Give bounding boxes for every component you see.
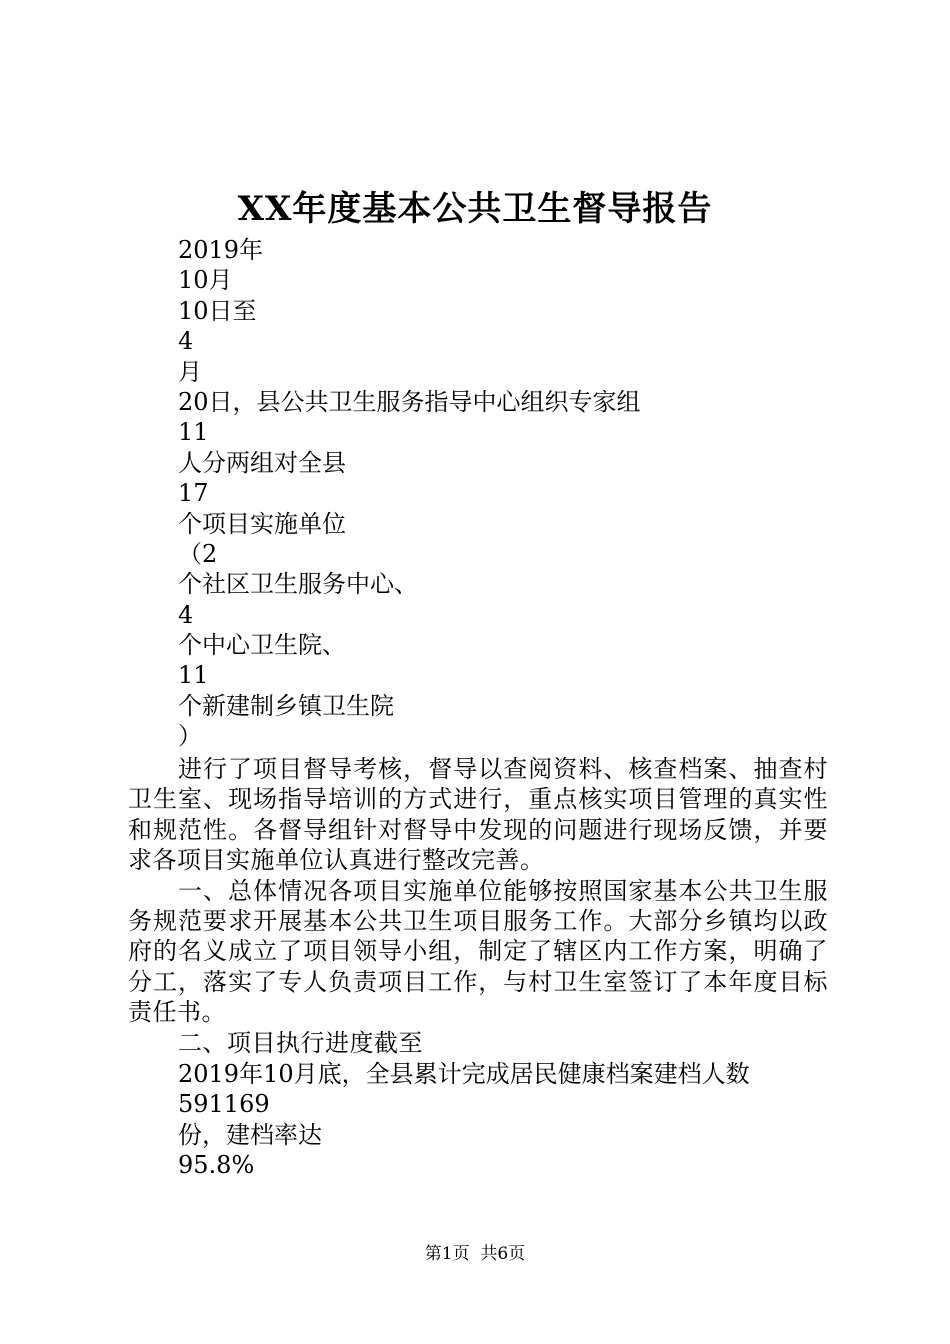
text-line: 11 [178,418,209,447]
text-line: 个中心卫生院、 [178,631,346,660]
text-line: 11 [178,661,209,690]
text-line: 个项目实施单位 [178,509,346,538]
tail-lines [178,1059,858,1181]
text-line: 个新建制乡镇卫生院 [178,691,394,720]
text-line: 个社区卫生服务中心、 [178,570,418,599]
text-line: 月 [178,357,202,386]
page-number: 第1页 共6页 [424,1244,526,1264]
text-line: 10月 [178,266,233,295]
paragraph: 进行了项目督导考核，督导以查阅资料、核查档案、抽查村卫生室、现场指导培训的方式进行，重点核实项目管理的真实性和规范性。各督导组针对督导中发现的问题进行现场反馈，并要求各项目实施单位认真进行整改完善。 [128,755,828,875]
text-line: 17 [178,479,209,508]
paragraph: 二、项目执行进度截至 [178,1028,423,1057]
text-line: 20日，县公共卫生服务指导中心组织专家组 [178,387,641,416]
text-line: 份，建档率达 [178,1120,322,1149]
text-line: 4 [178,327,194,356]
text-line: 2019年10月底，全县累计完成居民健康档案建档人数 [178,1060,750,1088]
text-line: ） [178,722,202,751]
text-line: （2 [178,539,218,568]
text-line: 人分两组对全县 [178,448,346,477]
intro-lines [178,235,858,752]
body-paragraphs [128,754,828,1058]
paragraph: 一、总体情况各项目实施单位能够按照国家基本公共卫生服务规范要求开展基本公共卫生项目服务工作。大部分乡镇均以政府的名义成立了项目领导小组，制定了辖区内工作方案，明确了分工，落实了专人负责项目工作，与村卫生室签订了本年度目标责任书。 [128,876,828,1027]
page-title: XX年度基本公共卫生督导报告 [237,189,713,229]
text-line: 95.8% [178,1151,255,1180]
text-line: 2019年 [178,236,264,264]
text-line: 10日至 [178,296,257,325]
text-line: 591169 [178,1090,270,1119]
text-line: 4 [178,600,194,629]
